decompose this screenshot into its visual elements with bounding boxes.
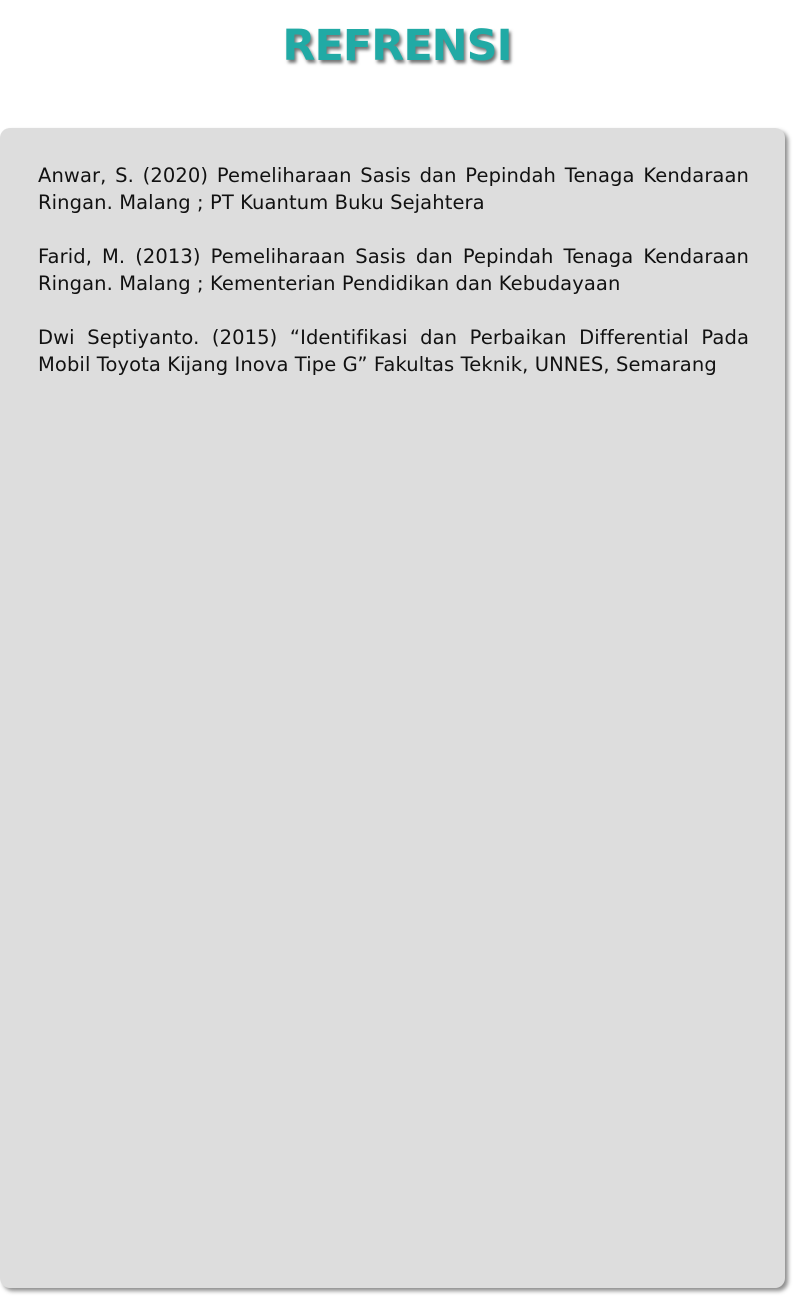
references-card bbox=[0, 128, 785, 1288]
reference-entry-anwar: Anwar, S. (2020) Pemeliharaan Sasis dan Pepindah Tenaga Kendaraan Ringan. Malang ; PT Kuantum Buku Sejahtera bbox=[38, 164, 749, 214]
reference-entry-farid: Farid, M. (2013) Pemeliharaan Sasis dan Pepindah Tenaga Kendaraan Ringan. Malang ; Kementerian Pendidikan dan Kebudayaan bbox=[38, 245, 749, 295]
reference-entry-septiyanto: Dwi Septiyanto. (2015) “Identifikasi dan Perbaikan Differential Pada Mobil Toyota Kijang Inova Tipe G” Fakultas Teknik, UNNES, Semarang bbox=[38, 326, 749, 376]
reference-list bbox=[38, 162, 749, 405]
page-title: REFRENSI bbox=[282, 21, 512, 71]
